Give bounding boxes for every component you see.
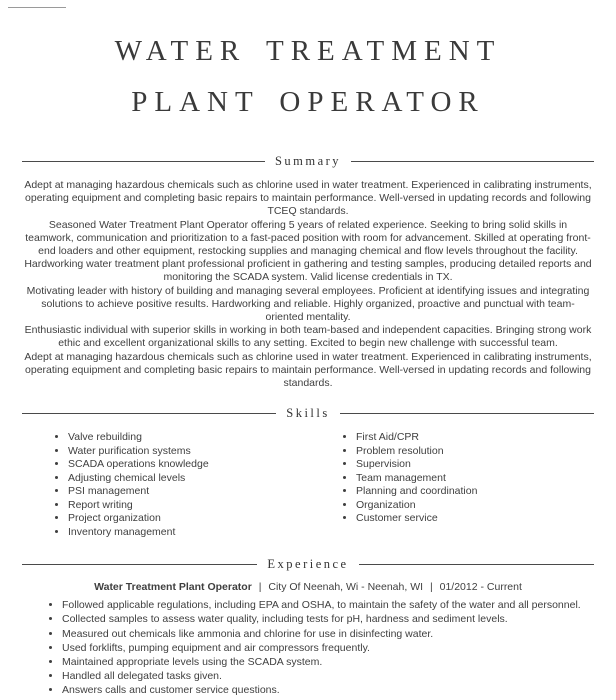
experience-bullet: • Maintained appropriate levels using the SCADA system. xyxy=(62,656,592,669)
skill-item: • Inventory management xyxy=(68,526,328,539)
experience-bullet: • Answers calls and customer service questions. xyxy=(62,684,592,697)
summary-section-heading xyxy=(22,154,594,169)
skill-item: • Report writing xyxy=(68,499,328,512)
summary-paragraph: Enthusiastic individual with superior skills in working in both team-based and independent capacities. Bringing strong work ethic and excellent organizational skills to any setting. Excited to begin new challenge with successful team. xyxy=(24,324,592,350)
skills-section-heading xyxy=(22,406,594,421)
skill-item: • Planning and coordination xyxy=(356,485,616,498)
skill-item: • Team management xyxy=(356,472,616,485)
skill-item: • PSI management xyxy=(68,485,328,498)
experience-job-line xyxy=(24,581,592,594)
skills-columns xyxy=(0,431,616,539)
experience-bullet: • Handled all delegated tasks given. xyxy=(62,670,592,683)
experience-bullet: • Followed applicable regulations, including EPA and OSHA, to maintain the safety of the water and all personnel. xyxy=(62,599,592,612)
top-left-line xyxy=(8,7,66,8)
experience-bullet: • Measured out chemicals like ammonia and chlorine for use in disinfecting water. xyxy=(62,628,592,641)
skill-item: • Valve rebuilding xyxy=(68,431,328,444)
skills-column-right xyxy=(328,431,616,539)
skill-item: • Customer service xyxy=(356,512,616,525)
skill-item: • Supervision xyxy=(356,458,616,471)
summary-paragraph: Hardworking water treatment plant professional proficient in gathering and testing samples, producing detailed reports and monitoring the SCADA system. Valid license credentials in TX. xyxy=(24,258,592,284)
job-line-separator: | xyxy=(258,581,262,594)
summary-paragraphs xyxy=(24,179,592,390)
skills-rule-right xyxy=(340,413,594,414)
skill-item: • Problem resolution xyxy=(356,445,616,458)
summary-paragraph: Motivating leader with history of building and managing several employees. Proficient at identifying issues and integrating solutions to achieve positive results. Hardworking and reliable. Highly organized, proactive and punctual with team-oriented mentality. xyxy=(26,284,590,324)
experience-rule-right xyxy=(359,564,594,565)
skill-item: • Adjusting chemical levels xyxy=(68,472,328,485)
job-title: Water Treatment Plant Operator xyxy=(94,581,252,594)
experience-bullet: • Used forklifts, pumping equipment and air compressors frequently. xyxy=(62,642,592,655)
employment-dates: 01/2012 - Current xyxy=(439,581,522,594)
skills-heading-label: Skills xyxy=(286,406,330,421)
summary-rule-left xyxy=(22,161,265,162)
job-line-separator: | xyxy=(429,581,433,594)
summary-paragraph: Adept at managing hazardous chemicals such as chlorine used in water treatment. Experienced in calibrating instruments, operating equipment and completing basic repairs to maintain performance. Well-versed in updating records and following standards. xyxy=(24,350,592,390)
experience-rule-left xyxy=(22,564,257,565)
skills-column-left xyxy=(0,431,328,539)
page-title: WATER TREATMENT PLANT OPERATOR xyxy=(114,35,502,118)
skills-rule-left xyxy=(22,413,276,414)
skill-item: • Water purification systems xyxy=(68,445,328,458)
skill-item: • Organization xyxy=(356,499,616,512)
experience-bullet: • Collected samples to assess water quality, including tests for pH, hardness and sediment levels. xyxy=(62,613,592,626)
skill-item: • Project organization xyxy=(68,512,328,525)
company-location: City Of Neenah, Wi - Neenah, WI xyxy=(268,581,424,594)
summary-paragraph: Adept at managing hazardous chemicals such as chlorine used in water treatment. Experienced in calibrating instruments, operating equipment and completing basic repairs to maintain performance. Well-versed in updating records and following TCEQ standards. xyxy=(24,179,592,218)
skill-item: • First Aid/CPR xyxy=(356,431,616,444)
summary-heading-label: Summary xyxy=(274,154,342,168)
experience-heading-label: Experience xyxy=(267,557,349,572)
skill-item: • SCADA operations knowledge xyxy=(68,458,328,471)
experience-bullet-list xyxy=(0,599,592,697)
summary-paragraph: Seasoned Water Treatment Plant Operator offering 5 years of related experience. Seeking to bring solid skills in teamwork, communication and prioritization to a fast-paced position with room for advancement. Skilled at operating front-end loaders and other equipment, restocking supplies and managing chemical and flow levels throughout the facility. xyxy=(25,218,591,258)
summary-rule-right xyxy=(351,161,594,162)
experience-section-heading xyxy=(22,557,594,572)
